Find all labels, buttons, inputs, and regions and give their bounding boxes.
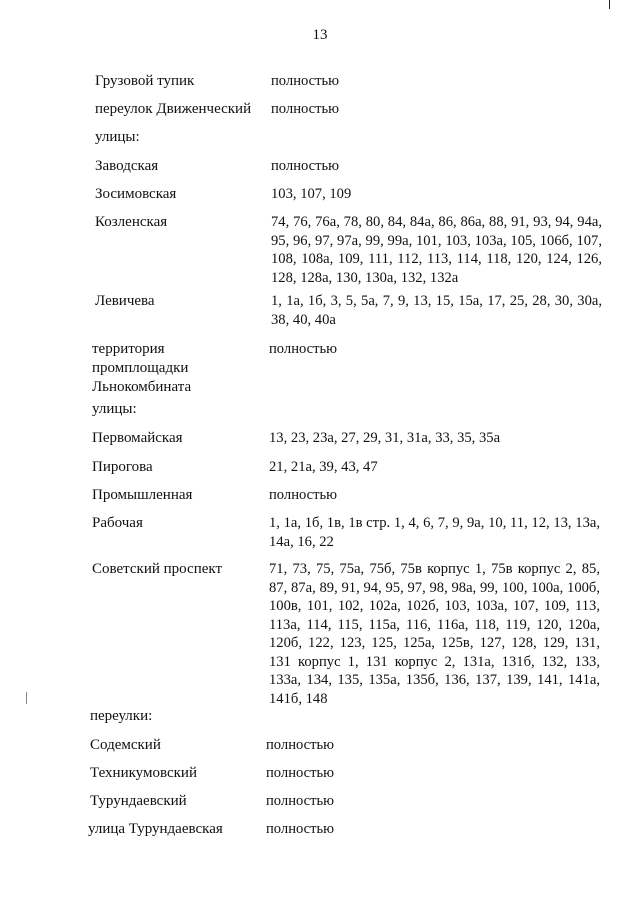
street-name: Левичева xyxy=(95,293,155,309)
scan-mark-top-right xyxy=(609,0,610,9)
section-heading: улицы: xyxy=(92,401,137,417)
street-name: Первомайская xyxy=(92,430,183,446)
house-numbers: 13, 23, 23а, 27, 29, 31, 31а, 33, 35, 35а xyxy=(269,430,501,446)
house-numbers: 71, 73, 75, 75а, 75б, 75в корпус 1, 75в корпус 2, 85, 87, 87а, 89, 91, 94, 95, 97, 98, 98а, 99, 100, 100а, 100б, 100в, 101, 102, 102а, 102б, 103, 103а, 107, 109, 113, 113а, 114, 115, 115а, 116, 116а, 118, 119, 120, 120а, 120б, 122, 123, 125, 125а, 125в, 127, 128, 129, 131, 131 корпус 1, 131 корпус 2, 131а, 131б, 132, 133, 133а, 134, 135, 135а, 135б, 136, 137, 139, 141, 141а, 141б, 148 xyxy=(269,561,600,707)
house-numbers: полностью xyxy=(266,737,335,753)
street-name: Рабочая xyxy=(92,515,143,531)
street-name: Пирогова xyxy=(92,459,153,475)
house-numbers: 74, 76, 76а, 78, 80, 84, 84а, 86, 86а, 88, 91, 93, 94, 94а, 95, 96, 97, 97а, 99, 99а, 101, 103, 103а, 105, 106б, 107, 108, 108а, 109, 111, 112, 113, 114, 118, 120, 124, 126, 128, 128а, 130, 130а, 132, 132а xyxy=(271,214,602,286)
house-numbers: полностью xyxy=(269,341,338,357)
house-numbers: 103, 107, 109 xyxy=(271,186,352,202)
section-heading: улицы: xyxy=(95,129,140,145)
page-number: 13 xyxy=(312,27,328,43)
house-numbers: полностью xyxy=(271,158,340,174)
street-name: Грузовой тупик xyxy=(95,73,195,89)
street-name: Козленская xyxy=(95,214,168,230)
house-numbers: полностью xyxy=(271,101,340,117)
house-numbers: 1, 1а, 1б, 3, 5, 5а, 7, 9, 13, 15, 15а, 17, 25, 28, 30, 30а, 38, 40, 40а xyxy=(271,293,602,328)
street-name: улица Турундаевская xyxy=(88,821,223,837)
street-name: Промышленная xyxy=(92,487,193,503)
street-name: территория промплощадки Льнокомбината xyxy=(92,341,192,395)
street-name: Техникумовский xyxy=(90,765,197,781)
house-numbers: полностью xyxy=(271,73,340,89)
house-numbers: 21, 21а, 39, 43, 47 xyxy=(269,459,378,475)
house-numbers: полностью xyxy=(266,821,335,837)
street-name: Турундаевский xyxy=(90,793,187,809)
street-name: переулок Движенческий xyxy=(95,101,252,117)
scan-mark-left-margin xyxy=(26,692,27,704)
street-name: Содемский xyxy=(90,737,161,753)
house-numbers: полностью xyxy=(266,793,335,809)
house-numbers: 1, 1а, 1б, 1в, 1в стр. 1, 4, 6, 7, 9, 9а, 10, 11, 12, 13, 13а, 14а, 16, 22 xyxy=(269,515,600,550)
street-name: Заводская xyxy=(95,158,159,174)
street-name: Советский проспект xyxy=(92,561,223,577)
street-name: Зосимовская xyxy=(95,186,177,202)
section-heading: переулки: xyxy=(90,708,153,724)
house-numbers: полностью xyxy=(266,765,335,781)
house-numbers: полностью xyxy=(269,487,338,503)
